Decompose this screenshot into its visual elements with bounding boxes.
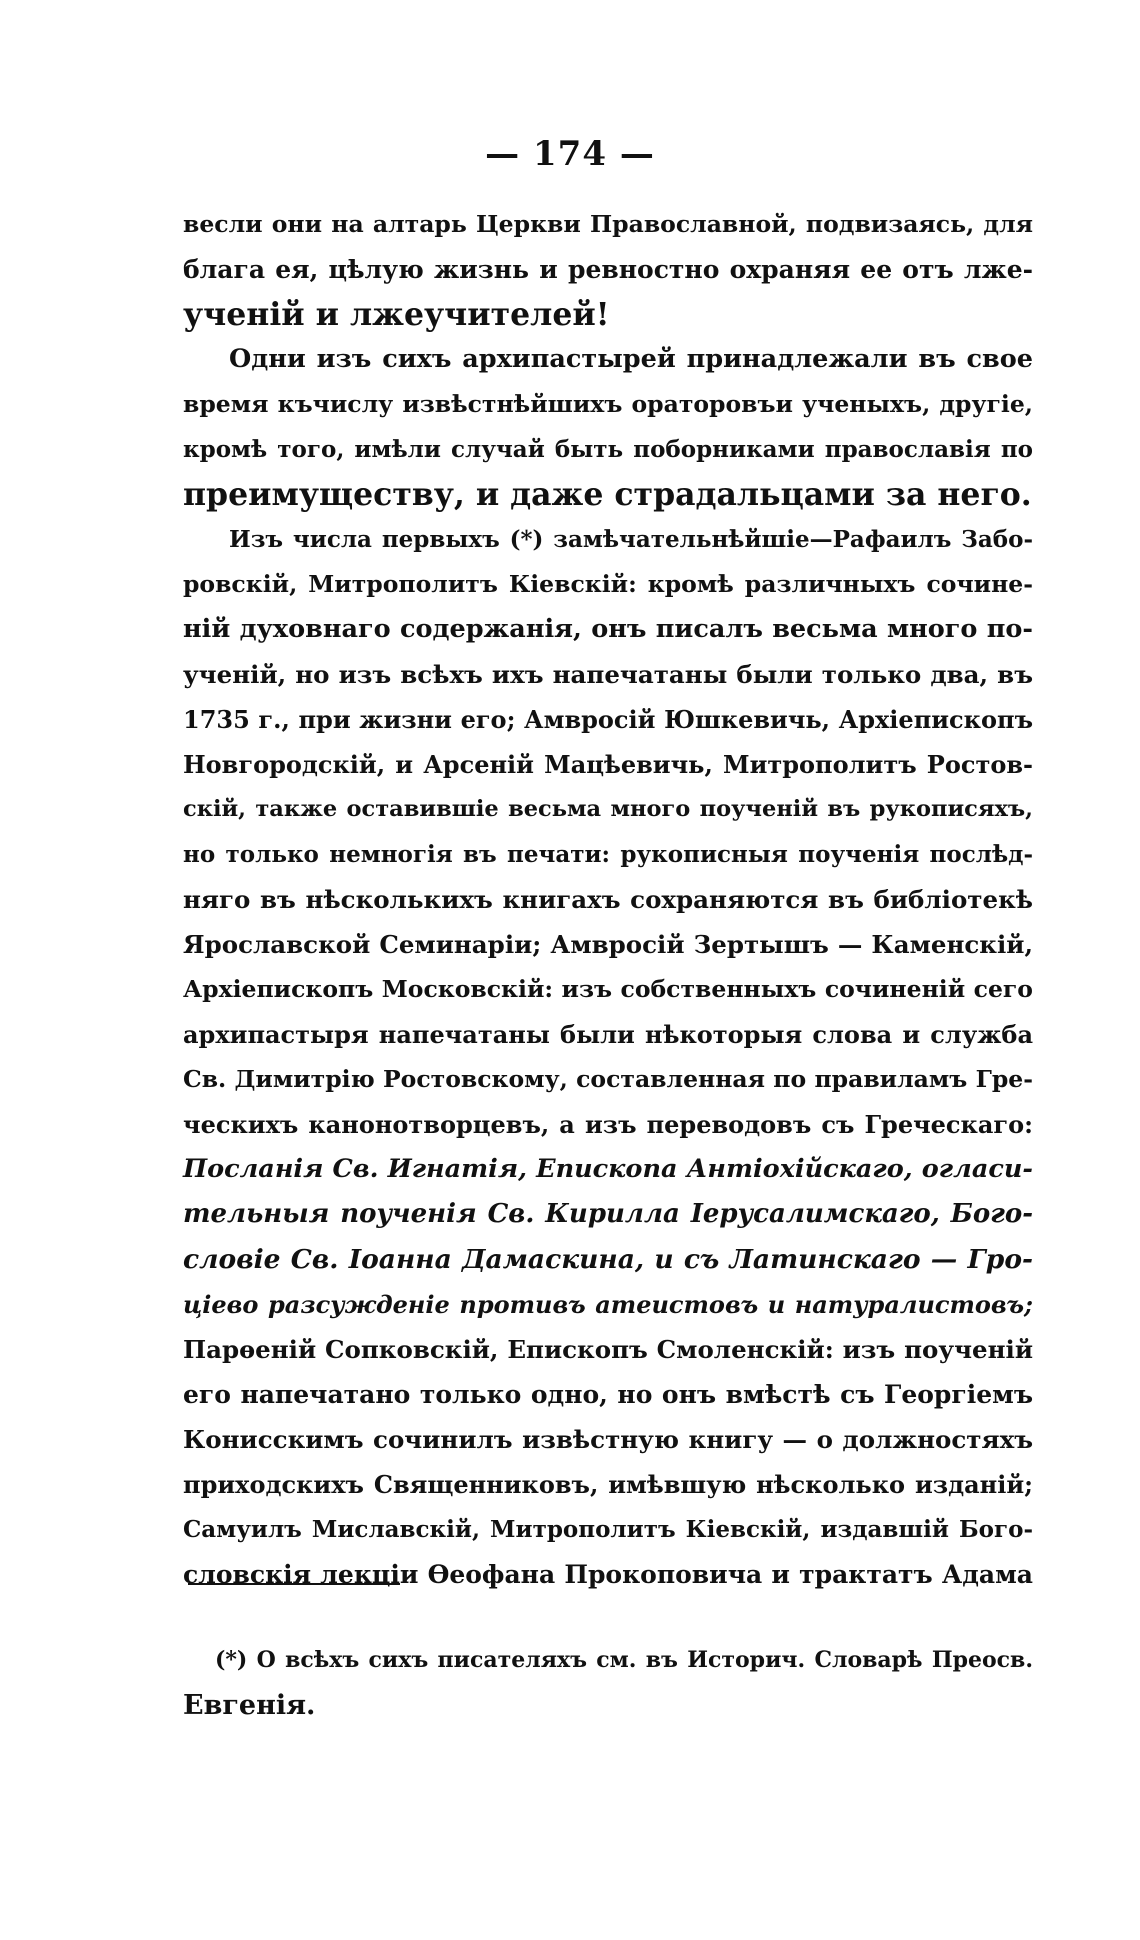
text-line: Св. Димитрію Ростовскому, составленная по правиламъ Гре- — [183, 1065, 1033, 1093]
text-line: ческихъ канонотворцевъ, а изъ переводовъ съ Греческаго: — [183, 1110, 1033, 1139]
text-line: скій, также оставившіе весьма много поученій въ рукописяхъ, — [183, 796, 1033, 822]
footnote-line: Евгенія. — [183, 1690, 316, 1721]
text-line: ученій и лжеучителей! — [183, 296, 610, 333]
text-line: Парѳеній Сопковскій, Епископъ Смоленскій: изъ поученій — [183, 1335, 1033, 1364]
text-line: Изъ числа первыхъ (*) замѣчательнѣйшіе—Рафаилъ Забо- — [229, 526, 1033, 553]
text-line: архипастыря напечатаны были нѣкоторыя слова и служба — [183, 1020, 1033, 1049]
text-line: но только немногія въ печати: рукописныя поученія послѣд- — [183, 841, 1033, 868]
text-line: весли они на алтарь Церкви Православной, подвизаясь, для — [183, 210, 1033, 238]
text-line: время къчислу извѣстнѣйшихъ ораторовъи ученыхъ, другіе, — [183, 390, 1033, 418]
text-line: няго въ нѣсколькихъ книгахъ сохраняются въ библіотекѣ — [183, 885, 1033, 914]
text-line-italic: тельныя поученія Св. Кирилла Іерусалимскаго, Бого- — [183, 1199, 1033, 1229]
text-line: словскія лекціи Ѳеофана Прокоповича и трактатъ Адама — [183, 1560, 1033, 1589]
text-line: 1735 г., при жизни его; Амвросій Юшкевичь, Архіепископъ — [183, 705, 1033, 734]
text-line: блага ея, цѣлую жизнь и ревностно охраняя ее отъ лже- — [183, 255, 1033, 284]
footnote — [183, 1637, 1033, 1729]
text-line: ній духовнаго содержанія, онъ писалъ весьма много по- — [183, 614, 1033, 644]
text-line: его напечатано только одно, но онъ вмѣстѣ съ Георгіемъ — [183, 1380, 1033, 1409]
footnote-divider — [188, 1583, 400, 1585]
text-line: Конисскимъ сочинилъ извѣстную книгу — о должностяхъ — [183, 1425, 1033, 1454]
text-line: преимуществу, и даже страдальцами за него. — [183, 476, 1032, 513]
text-line: Архіепископъ Московскій: изъ собственныхъ сочиненій сего — [183, 975, 1033, 1003]
page-number: — 174 — — [485, 134, 655, 174]
text-line: кромѣ того, имѣли случай быть поборниками православія по — [183, 436, 1033, 463]
text-line: Самуилъ Миславскій, Митрополитъ Кіевскій, издавшій Бого- — [183, 1516, 1033, 1543]
text-line: ровскій, Митрополитъ Кіевскій: кромѣ различныхъ сочине- — [183, 570, 1033, 598]
text-line: приходскихъ Священниковъ, имѣвшую нѣсколько изданій; — [183, 1470, 1033, 1499]
text-line: ученій, но изъ всѣхъ ихъ напечатаны были только два, въ — [183, 660, 1033, 689]
body-text — [183, 202, 1033, 1597]
text-line: Ярославской Семинаріи; Амвросій Зертышъ — Каменскій, — [183, 930, 1033, 959]
text-line-italic: Посланія Св. Игнатія, Епископа Антіохійскаго, огласи- — [183, 1154, 1033, 1184]
text-line-italic: словіе Св. Іоанна Дамаскина, и съ Латинскаго — Гро- — [183, 1244, 1033, 1275]
text-line-italic: ціево разсужденіе противъ атеистовъ и натуралистовъ; — [183, 1290, 1033, 1319]
text-line: Новгородскій, и Арсеній Мацѣевичь, Митрополитъ Ростов- — [183, 750, 1033, 779]
footnote-line: (*) О всѣхъ сихъ писателяхъ см. въ Историч. Словарѣ Преосв. — [215, 1647, 1033, 1673]
text-line: Одни изъ сихъ архипастырей принадлежали въ свое — [229, 344, 1033, 374]
